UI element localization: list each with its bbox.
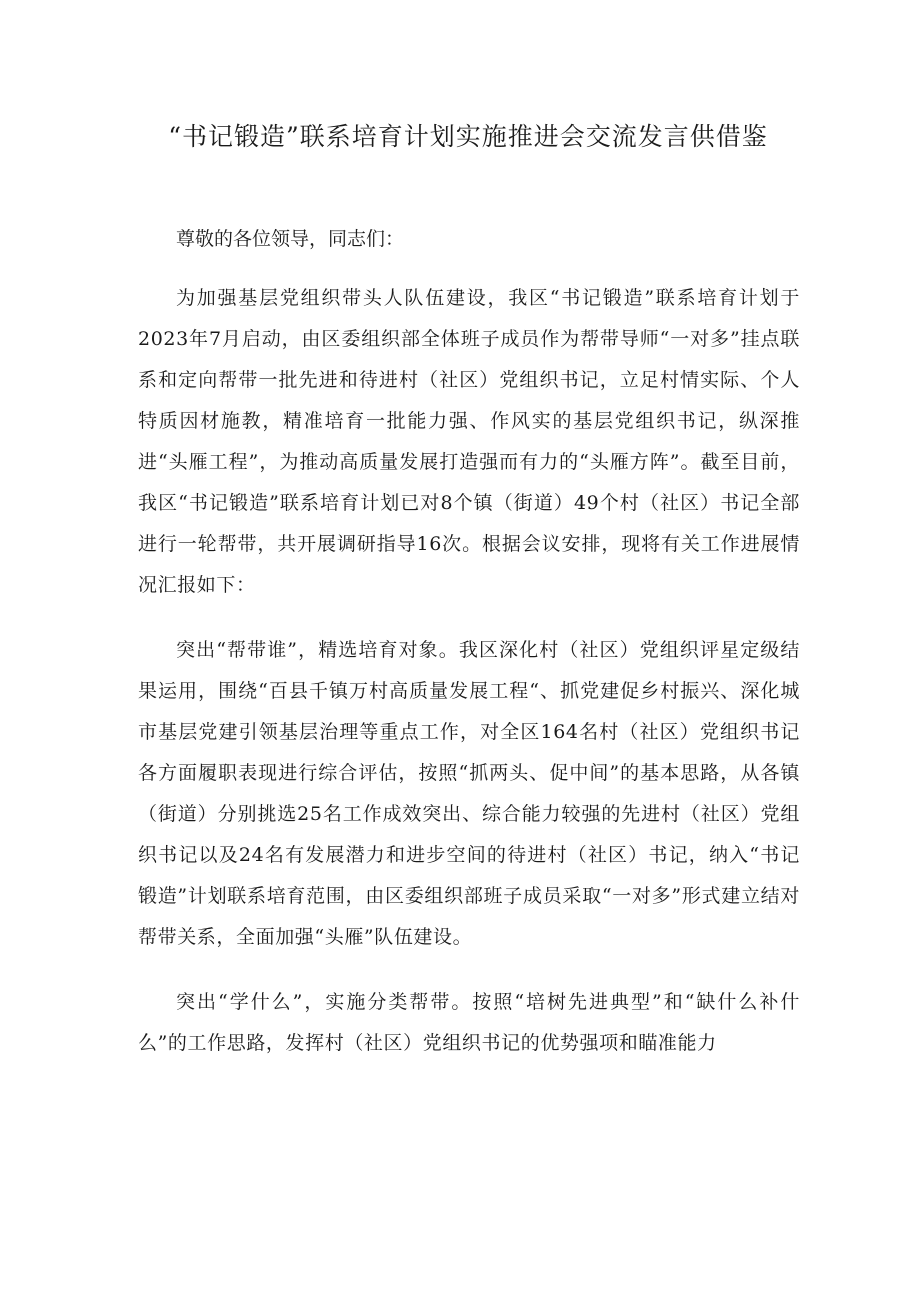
- document-title: “书记锻造”联系培育计划实施推进会交流发言供借鉴: [168, 122, 768, 151]
- document-body: [138, 224, 800, 1088]
- paragraph-intro: 为加强基层党组织带头人队伍建设，我区“书记锻造”联系培育计划于2023年7月启动，由区委组织部全体班子成员作为帮带导师“一对多”挂点联系和定向帮带一批先进和待进村（社区）党组织书记，立足村情实际、个人特质因材施教，精准培育一批能力强、作风实的基层党组织书记，纵深推进“头雁工程”，为推动高质量发展打造强而有力的“头雁方阵”。截至目前，我区“书记锻造”联系培育计划已对8个镇（街道）49个村（社区）书记全部进行一轮帮带，共开展调研指导16次。根据会议安排，现将有关工作进展情况汇报如下：: [138, 287, 800, 596]
- paragraph-classified-mentoring: 突出“学什么”，实施分类帮带。按照“培树先进典型”和“缺什么补什么”的工作思路，发挥村（社区）党组织书记的优势强项和瞄准能力: [138, 991, 800, 1054]
- salutation: 尊敬的各位领导，同志们：: [176, 228, 405, 250]
- paragraph-select-targets: 突出“帮带谁”，精选培育对象。我区深化村（社区）党组织评星定级结果运用，围绕“百县千镇万村高质量发展工程“、抓党建促乡村振兴、深化城市基层党建引领基层治理等重点工作，对全区164名村（社区）党组织书记各方面履职表现进行综合评估，按照“抓两头、促中间”的基本思路，从各镇（街道）分别挑选25名工作成效突出、综合能力较强的先进村（社区）党组织书记以及24名有发展潜力和进步空间的待进村（社区）书记，纳入“书记锻造”计划联系培育范围，由区委组织部班子成员采取“一对多”形式建立结对帮带关系，全面加强“头雁”队伍建设。: [138, 639, 800, 948]
